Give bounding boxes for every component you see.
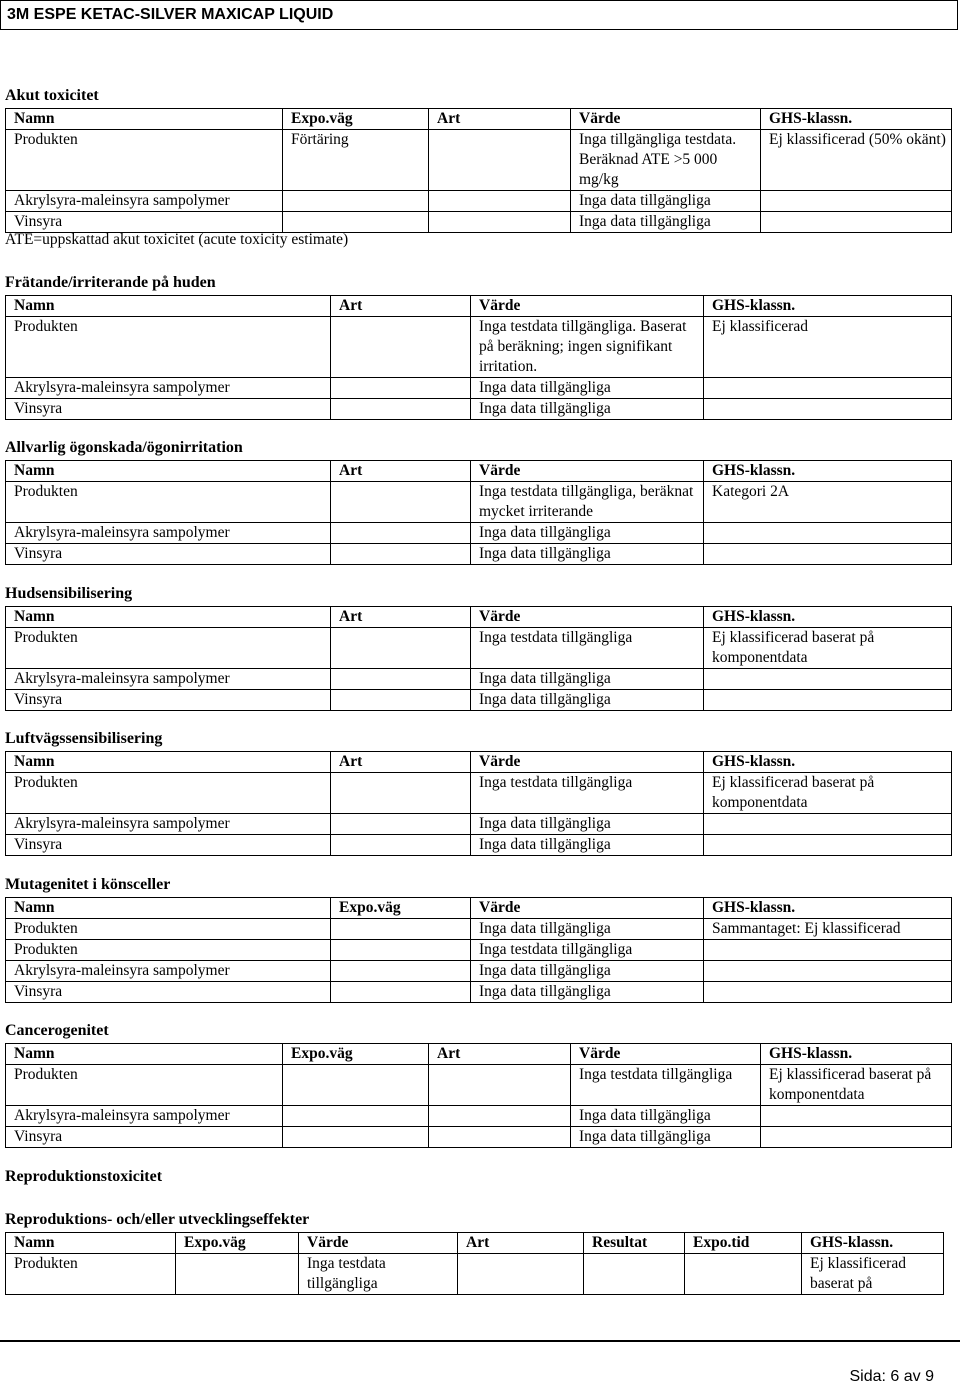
- table-cell: Inga testdata tillgängliga. Baserat på beräkning; ingen signifikant irritation.: [471, 317, 704, 378]
- table-cell: Inga tillgängliga testdata. Beräknad ATE >5 000 mg/kg: [571, 130, 761, 191]
- table-cell: Inga data tillgängliga: [471, 378, 704, 399]
- header-cell: Värde: [571, 1044, 761, 1065]
- table-cell: [429, 1106, 571, 1127]
- table-cell: Produkten: [6, 628, 331, 669]
- table-cell: [761, 212, 952, 233]
- table-cell: Vinsyra: [6, 1127, 283, 1148]
- table-cell: Produkten: [6, 940, 331, 961]
- table-header-row: [6, 898, 952, 919]
- ate-note: ATE=uppskattad akut toxicitet (acute toxicity estimate): [5, 231, 349, 248]
- table-row: [6, 961, 952, 982]
- table-row: [6, 814, 952, 835]
- table-cell: [331, 835, 471, 856]
- respiratory-sensitisation-table: [5, 751, 952, 856]
- table-cell: Inga testdata tillgängliga: [299, 1254, 458, 1295]
- table-cell: Vinsyra: [6, 399, 331, 420]
- table-cell: Inga data tillgängliga: [471, 544, 704, 565]
- table-cell: [331, 773, 471, 814]
- table-cell: Produkten: [6, 1254, 176, 1295]
- table-cell: [429, 191, 571, 212]
- table-row: [6, 1254, 944, 1295]
- table-header-row: [6, 1233, 944, 1254]
- table-cell: [704, 690, 952, 711]
- table-cell: [331, 919, 471, 940]
- table-cell: Akrylsyra-maleinsyra sampolymer: [6, 961, 331, 982]
- header-cell: Värde: [471, 461, 704, 482]
- table-cell: [704, 669, 952, 690]
- table-cell: [429, 130, 571, 191]
- table-cell: Produkten: [6, 130, 283, 191]
- section-title-respiratory-sensitisation: Luftvägssensibilisering: [5, 730, 163, 747]
- header-cell: Expo.väg: [331, 898, 471, 919]
- header-cell: Värde: [471, 296, 704, 317]
- table-cell: [429, 1127, 571, 1148]
- eye-damage-table: [5, 460, 952, 565]
- table-cell: Sammantaget: Ej klassificerad: [704, 919, 952, 940]
- table-row: [6, 690, 952, 711]
- table-cell: Inga testdata tillgängliga: [471, 628, 704, 669]
- table-row: [6, 130, 952, 191]
- table-cell: [283, 1106, 429, 1127]
- table-cell: Ej klassificerad baserat på: [802, 1254, 944, 1295]
- table-header-row: [6, 1044, 952, 1065]
- header-cell: Namn: [6, 1044, 283, 1065]
- table-cell: Akrylsyra-maleinsyra sampolymer: [6, 378, 331, 399]
- header-cell: Art: [331, 607, 471, 628]
- table-cell: Vinsyra: [6, 212, 283, 233]
- table-cell: Inga data tillgängliga: [471, 814, 704, 835]
- table-row: [6, 940, 952, 961]
- table-cell: Inga testdata tillgängliga: [471, 940, 704, 961]
- table-cell: [331, 669, 471, 690]
- header-cell: Namn: [6, 1233, 176, 1254]
- table-cell: Produkten: [6, 919, 331, 940]
- section-title-skin-sensitisation: Hudsensibilisering: [5, 585, 133, 602]
- table-row: [6, 212, 952, 233]
- table-cell: Inga data tillgängliga: [571, 1127, 761, 1148]
- table-cell: Inga testdata tillgängliga: [471, 773, 704, 814]
- header-cell: Namn: [6, 296, 331, 317]
- table-cell: Inga testdata tillgängliga, beräknat mycket irriterande: [471, 482, 704, 523]
- table-cell: Vinsyra: [6, 690, 331, 711]
- table-cell: [331, 399, 471, 420]
- header-cell: GHS-klassn.: [704, 607, 952, 628]
- header-cell: Namn: [6, 109, 283, 130]
- table-cell: [331, 940, 471, 961]
- table-cell: [176, 1254, 299, 1295]
- table-cell: Ej klassificerad baserat på komponentdata: [761, 1065, 952, 1106]
- table-cell: Akrylsyra-maleinsyra sampolymer: [6, 814, 331, 835]
- header-cell: GHS-klassn.: [704, 461, 952, 482]
- table-cell: [761, 1127, 952, 1148]
- table-cell: [331, 317, 471, 378]
- table-header-row: [6, 109, 952, 130]
- table-cell: Inga data tillgängliga: [471, 690, 704, 711]
- header-cell: Art: [458, 1233, 584, 1254]
- table-cell: Inga data tillgängliga: [471, 919, 704, 940]
- table-cell: [704, 544, 952, 565]
- table-cell: [761, 1106, 952, 1127]
- section-title-carcinogenicity: Cancerogenitet: [5, 1022, 109, 1039]
- table-cell: Vinsyra: [6, 982, 331, 1003]
- footer-divider: [0, 1340, 960, 1342]
- header-cell: GHS-klassn.: [704, 296, 952, 317]
- table-cell: Inga data tillgängliga: [571, 191, 761, 212]
- table-row: [6, 317, 952, 378]
- table-cell: Kategori 2A: [704, 482, 952, 523]
- table-cell: Inga testdata tillgängliga: [571, 1065, 761, 1106]
- table-cell: Produkten: [6, 773, 331, 814]
- skin-sensitisation-table: [5, 606, 952, 711]
- section-title-developmental-effects: Reproduktions- och/eller utvecklingseffekter: [5, 1211, 310, 1228]
- table-cell: [331, 523, 471, 544]
- table-cell: Inga data tillgängliga: [471, 523, 704, 544]
- table-cell: [331, 690, 471, 711]
- page-number: Sida: 6 av 9: [849, 1368, 934, 1385]
- table-cell: Inga data tillgängliga: [571, 1106, 761, 1127]
- header-cell: Art: [429, 1044, 571, 1065]
- header-cell: Namn: [6, 898, 331, 919]
- table-row: [6, 1106, 952, 1127]
- section-title-eye-damage: Allvarlig ögonskada/ögonirritation: [5, 439, 243, 456]
- table-row: [6, 835, 952, 856]
- table-cell: [584, 1254, 685, 1295]
- table-cell: Vinsyra: [6, 544, 331, 565]
- header-cell: Värde: [571, 109, 761, 130]
- table-cell: [429, 1065, 571, 1106]
- header-cell: Värde: [471, 752, 704, 773]
- table-cell: [331, 982, 471, 1003]
- header-cell: Namn: [6, 752, 331, 773]
- header-cell: GHS-klassn.: [761, 109, 952, 130]
- acute-toxicity-table: [5, 108, 952, 233]
- table-cell: [283, 1127, 429, 1148]
- table-cell: [704, 523, 952, 544]
- header-cell: Namn: [6, 607, 331, 628]
- table-cell: Inga data tillgängliga: [471, 835, 704, 856]
- table-cell: Akrylsyra-maleinsyra sampolymer: [6, 523, 331, 544]
- table-cell: Produkten: [6, 1065, 283, 1106]
- table-cell: [331, 814, 471, 835]
- table-cell: Inga data tillgängliga: [471, 669, 704, 690]
- table-cell: Vinsyra: [6, 835, 331, 856]
- table-header-row: [6, 752, 952, 773]
- germ-cell-mutagenicity-table: [5, 897, 952, 1003]
- header-cell: Art: [331, 752, 471, 773]
- header-cell: GHS-klassn.: [802, 1233, 944, 1254]
- table-header-row: [6, 607, 952, 628]
- header-cell: Expo.tid: [685, 1233, 802, 1254]
- document-header: [0, 0, 958, 30]
- section-title-germ-cell-mutagenicity: Mutagenitet i könsceller: [5, 876, 171, 893]
- table-cell: [704, 940, 952, 961]
- product-title: 3M ESPE KETAC-SILVER MAXICAP LIQUID: [7, 6, 334, 23]
- header-cell: Art: [331, 296, 471, 317]
- header-cell: GHS-klassn.: [704, 752, 952, 773]
- header-cell: Namn: [6, 461, 331, 482]
- table-cell: Ej klassificerad baserat på komponentdata: [704, 773, 952, 814]
- section-title-skin-corrosion: Frätande/irriterande på huden: [5, 274, 216, 291]
- table-cell: [283, 1065, 429, 1106]
- table-row: [6, 399, 952, 420]
- table-cell: [283, 212, 429, 233]
- table-row: [6, 669, 952, 690]
- skin-corrosion-table: [5, 295, 952, 420]
- table-row: [6, 1127, 952, 1148]
- table-cell: [704, 961, 952, 982]
- table-cell: Ej klassificerad (50% okänt): [761, 130, 952, 191]
- table-cell: Inga data tillgängliga: [471, 399, 704, 420]
- header-cell: GHS-klassn.: [704, 898, 952, 919]
- table-row: [6, 982, 952, 1003]
- table-row: [6, 482, 952, 523]
- header-cell: Värde: [471, 898, 704, 919]
- table-cell: [761, 191, 952, 212]
- table-row: [6, 523, 952, 544]
- table-cell: Förtäring: [283, 130, 429, 191]
- developmental-effects-table: [5, 1232, 944, 1295]
- section-title-reproductive-toxicity: Reproduktionstoxicitet: [5, 1168, 163, 1185]
- table-cell: Inga data tillgängliga: [571, 212, 761, 233]
- table-cell: [685, 1254, 802, 1295]
- section-title-acute-toxicity: Akut toxicitet: [5, 87, 99, 104]
- table-cell: [704, 814, 952, 835]
- table-cell: Akrylsyra-maleinsyra sampolymer: [6, 1106, 283, 1127]
- table-row: [6, 544, 952, 565]
- header-cell: GHS-klassn.: [761, 1044, 952, 1065]
- table-cell: Akrylsyra-maleinsyra sampolymer: [6, 669, 331, 690]
- table-cell: [458, 1254, 584, 1295]
- table-cell: Ej klassificerad baserat på komponentdata: [704, 628, 952, 669]
- table-cell: [704, 399, 952, 420]
- table-cell: [704, 378, 952, 399]
- table-row: [6, 1065, 952, 1106]
- table-row: [6, 628, 952, 669]
- carcinogenicity-table: [5, 1043, 952, 1148]
- header-cell: Resultat: [584, 1233, 685, 1254]
- header-cell: Expo.väg: [176, 1233, 299, 1254]
- table-cell: [331, 378, 471, 399]
- table-row: [6, 773, 952, 814]
- table-cell: Inga data tillgängliga: [471, 961, 704, 982]
- table-cell: Produkten: [6, 317, 331, 378]
- table-row: [6, 191, 952, 212]
- table-cell: [704, 835, 952, 856]
- header-cell: Expo.väg: [283, 109, 429, 130]
- table-cell: [331, 628, 471, 669]
- table-cell: Akrylsyra-maleinsyra sampolymer: [6, 191, 283, 212]
- header-cell: Art: [331, 461, 471, 482]
- table-header-row: [6, 296, 952, 317]
- table-cell: [331, 544, 471, 565]
- header-cell: Värde: [471, 607, 704, 628]
- header-cell: Expo.väg: [283, 1044, 429, 1065]
- table-cell: Produkten: [6, 482, 331, 523]
- header-cell: Värde: [299, 1233, 458, 1254]
- header-cell: Art: [429, 109, 571, 130]
- table-row: [6, 378, 952, 399]
- table-cell: [283, 191, 429, 212]
- table-row: [6, 919, 952, 940]
- table-cell: [331, 482, 471, 523]
- table-cell: Inga data tillgängliga: [471, 982, 704, 1003]
- table-cell: [429, 212, 571, 233]
- table-cell: [331, 961, 471, 982]
- table-cell: Ej klassificerad: [704, 317, 952, 378]
- table-header-row: [6, 461, 952, 482]
- table-cell: [704, 982, 952, 1003]
